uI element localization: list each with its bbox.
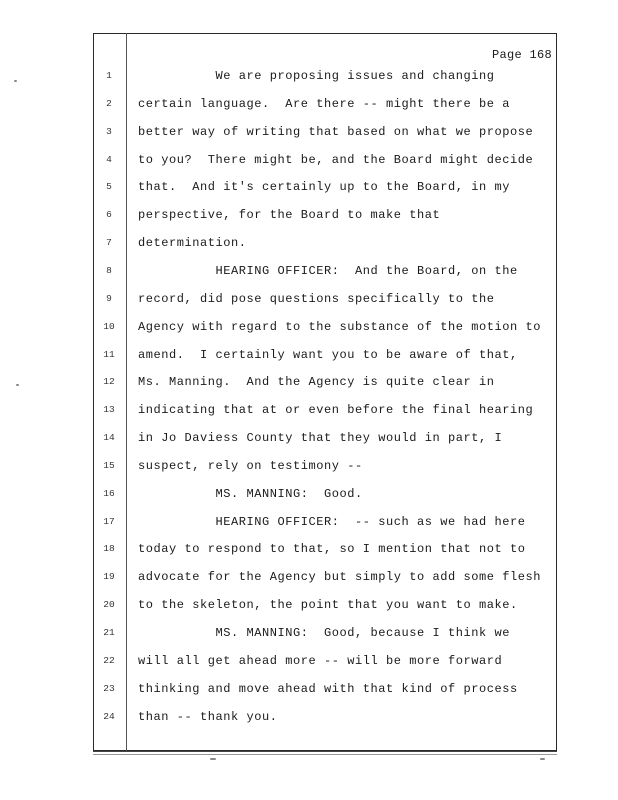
transcript-line: thinking and move ahead with that kind of process bbox=[138, 681, 518, 696]
line-number: 17 bbox=[103, 515, 115, 527]
line-number: 21 bbox=[103, 627, 115, 638]
transcript-line: Ms. Manning. And the Agency is quite clear in bbox=[138, 375, 495, 390]
line-number: 19 bbox=[103, 571, 115, 583]
bottom-rule bbox=[93, 751, 557, 755]
line-number: 11 bbox=[103, 348, 115, 360]
transcript-line: to you? There might be, and the Board might decide bbox=[138, 152, 534, 167]
transcript-line: to the skeleton, the point that you want to make. bbox=[138, 598, 518, 613]
transcript-line: better way of writing that based on what we propose bbox=[138, 124, 534, 139]
transcript-line: perspective, for the Board to make that bbox=[138, 208, 441, 223]
transcript-line: that. And it's certainly up to the Board, in my bbox=[138, 180, 511, 195]
scan-speck bbox=[540, 758, 545, 760]
line-number: 14 bbox=[103, 432, 115, 444]
line-number: 16 bbox=[103, 487, 115, 499]
transcript-line: MS. MANNING: Good, because I think we bbox=[138, 626, 511, 640]
page-border bbox=[93, 33, 557, 751]
line-number: 7 bbox=[106, 237, 112, 249]
transcript-line: record, did pose questions specifically to the bbox=[138, 291, 495, 306]
line-number: 10 bbox=[103, 320, 115, 332]
line-number: 1 bbox=[106, 70, 112, 81]
line-number: 6 bbox=[106, 209, 112, 221]
line-number: 9 bbox=[106, 292, 112, 304]
transcript-line: certain language. Are there -- might there be a bbox=[138, 96, 511, 111]
transcript-line: HEARING OFFICER: And the Board, on the bbox=[138, 263, 518, 278]
line-number: 15 bbox=[103, 459, 115, 471]
transcript-line: advocate for the Agency but simply to add some flesh bbox=[138, 570, 542, 585]
scan-speck bbox=[14, 80, 17, 82]
line-number-divider bbox=[126, 33, 127, 751]
line-number: 24 bbox=[103, 710, 115, 722]
transcript-line: than -- thank you. bbox=[138, 709, 278, 724]
line-number: 5 bbox=[106, 181, 112, 193]
scan-speck bbox=[210, 758, 216, 760]
line-number: 23 bbox=[103, 682, 115, 694]
transcript-line: determination. bbox=[138, 236, 247, 251]
line-number: 2 bbox=[106, 97, 112, 109]
transcript-line: Agency with regard to the substance of the motion to bbox=[138, 319, 542, 334]
line-number: 22 bbox=[103, 654, 115, 666]
transcript-line: in Jo Daviess County that they would in part, I bbox=[138, 431, 503, 446]
transcript-line: We are proposing issues and changing bbox=[138, 69, 495, 83]
line-number: 12 bbox=[103, 376, 115, 388]
line-number: 4 bbox=[106, 153, 112, 165]
line-number: 18 bbox=[103, 543, 115, 555]
line-number: 13 bbox=[103, 404, 115, 416]
line-number: 8 bbox=[106, 264, 112, 276]
scan-speck bbox=[16, 384, 19, 386]
line-number: 20 bbox=[103, 599, 115, 611]
transcript-line: HEARING OFFICER: -- such as we had here bbox=[138, 514, 526, 529]
page-number: Page 168 bbox=[491, 48, 552, 62]
transcript-line: today to respond to that, so I mention that not to bbox=[138, 542, 526, 557]
transcript-line: will all get ahead more -- will be more forward bbox=[138, 653, 503, 668]
transcript-line: MS. MANNING: Good. bbox=[138, 486, 363, 501]
transcript-line: indicating that at or even before the final hearing bbox=[138, 403, 534, 418]
transcript-line: amend. I certainly want you to be aware of that, bbox=[138, 347, 518, 362]
transcript-line: suspect, rely on testimony -- bbox=[138, 458, 363, 473]
line-number: 3 bbox=[106, 125, 112, 137]
